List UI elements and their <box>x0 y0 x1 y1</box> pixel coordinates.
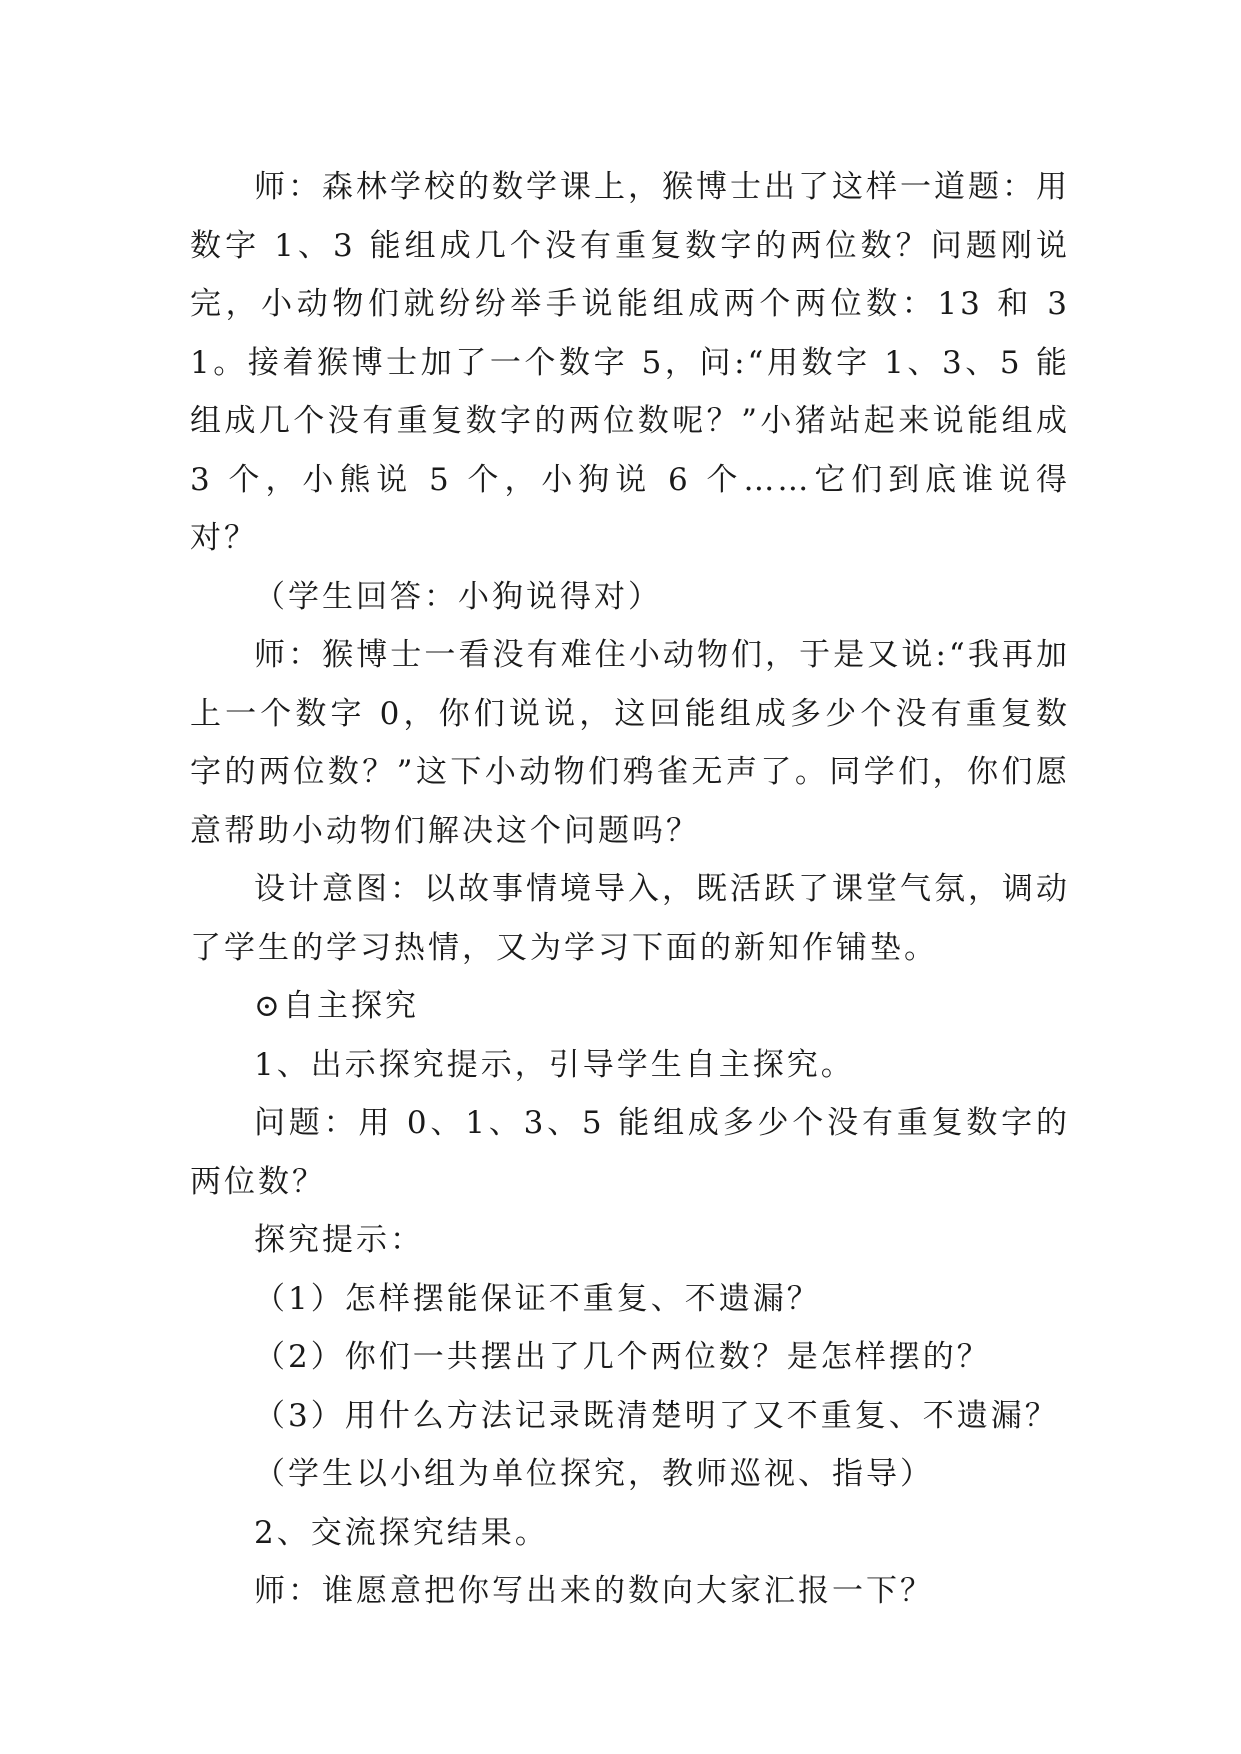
paragraph-problem: 问题：用 0、1、3、5 能组成多少个没有重复数字的两位数？ <box>190 1105 1070 1200</box>
paragraph-teacher-question: 师：猴博士一看没有难住小动物们，于是又说:“我再加上一个数字 0，你们说说，这回能组成多少个没有重复数字的两位数？”这下小动物们鸦雀无声了。同学们，你们愿意帮助小动物们解决这个问题吗？ <box>190 637 1070 849</box>
paragraph-step-1: 1、出示探究提示，引导学生自主探究。 <box>254 1046 855 1083</box>
list-item-hint-2: （2）你们一共摆出了几个两位数？是怎样摆的？ <box>254 1339 991 1375</box>
list-item-hint-1: （1）怎样摆能保证不重复、不遗漏？ <box>254 1280 821 1317</box>
paragraph-student-answer: （学生回答：小狗说得对） <box>254 578 662 615</box>
paragraph-teacher-prompt: 师：谁愿意把你写出来的数向大家汇报一下？ <box>254 1573 934 1609</box>
paragraph-design-intent: 设计意图：以故事情境导入，既活跃了课堂气氛，调动了学生的学习热情，又为学习下面的新知作铺垫。 <box>190 871 1070 966</box>
paragraph-hints-label: 探究提示： <box>254 1222 424 1258</box>
document-body <box>190 158 1070 1621</box>
paragraph-story-intro: 师：森林学校的数学课上，猴博士出了这样一道题：用数字 1、3 能组成几个没有重复数字的两位数？问题刚说完，小动物们就纷纷举手说能组成两个两位数：13 和 31。接着猴博士加了一个数字 5，问:“用数字 1、3、5 能组成几个没有重复数字的两位数呢？”小猪站起来说能组成 3 个，小熊说 5 个，小狗说 6 个……它们到底谁说得对？ <box>190 169 1070 556</box>
list-item-hint-3: （3）用什么方法记录既清楚明了又不重复、不遗漏？ <box>254 1397 1059 1434</box>
paragraph-step-2: 2、交流探究结果。 <box>254 1514 549 1551</box>
section-heading-inquiry: ⊙自主探究 <box>254 988 419 1024</box>
paragraph-group-work-note: （学生以小组为单位探究，教师巡视、指导） <box>254 1456 934 1492</box>
